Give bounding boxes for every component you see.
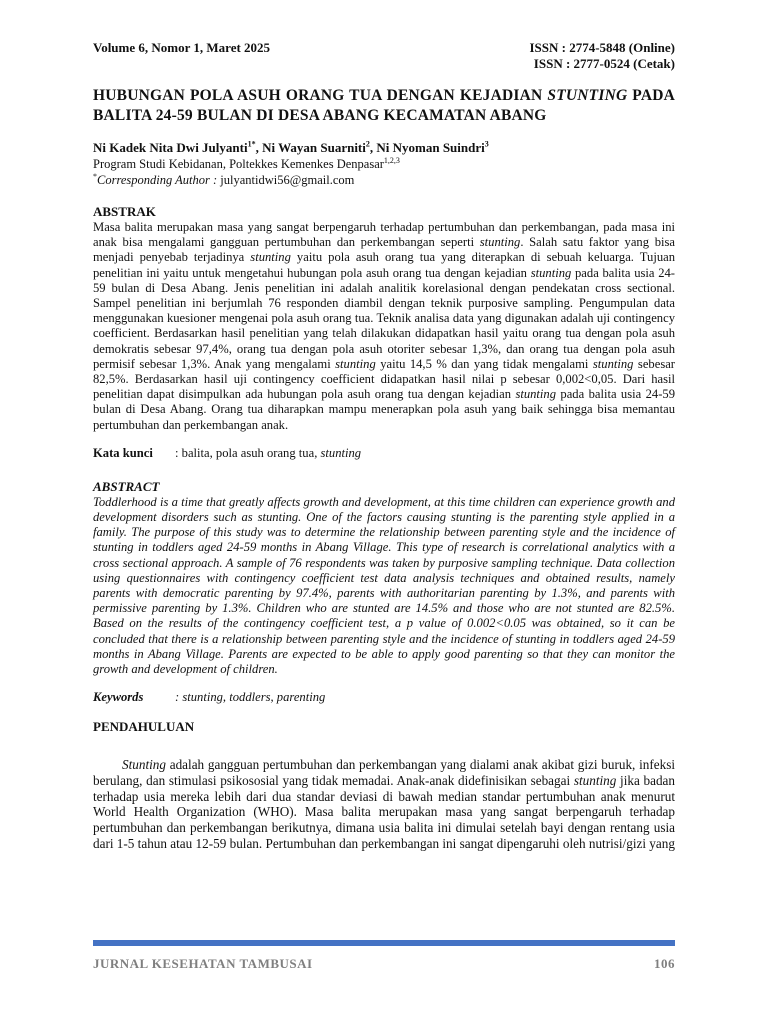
author-3: , Ni Nyoman Suindri bbox=[369, 140, 485, 155]
corresponding-label: Corresponding Author : bbox=[97, 173, 218, 187]
keywords-label: Keywords bbox=[93, 690, 144, 705]
abstrak-heading: ABSTRAK bbox=[93, 204, 156, 219]
pendahuluan-seg: adalah gangguan pertumbuhan dan perkembangan yang dialami anak akibat gizi buruk, infeksi berulang, dan stimulasi psikososial yang tidak memadai. Anak-anak didefinisikan sebagai bbox=[93, 757, 675, 788]
abstrak-em: stunting bbox=[335, 356, 376, 371]
author-1-sup: 1* bbox=[247, 139, 256, 149]
affiliation-sup: 1,2,3 bbox=[383, 155, 400, 165]
page-footer bbox=[93, 956, 675, 972]
abstrak-em: stunting bbox=[530, 265, 572, 280]
corresponding-email[interactable]: julyantidwi56@gmail.com bbox=[217, 173, 355, 187]
author-3-sup: 3 bbox=[484, 139, 489, 149]
kata-kunci bbox=[93, 445, 675, 461]
paper-title bbox=[93, 86, 675, 125]
issn-print: ISSN : 2777-0524 (Cetak) bbox=[533, 56, 675, 71]
abstrak-seg: yaitu pola asuh orang tua yang diterapkan di sebuah keluarga. Tujuan penelitian ini yaitu untuk mengetahui hubungan pola asuh orang tua dengan kejadian bbox=[93, 250, 675, 280]
abstrak-seg: pada balita usia 24-59 bulan di Desa Abang. Orang tua diharapkan mampu menerapkan pola asuh yang baik sehingga bisa memantau pertumbuhan dan perkembangan anak. bbox=[93, 387, 675, 432]
issn-online: ISSN : 2774-5848 (Online) bbox=[529, 40, 675, 55]
abstrak-seg: Masa balita merupakan masa yang sangat berpengaruh terhadap pertumbuhan dan perkembangan, pada masa ini anak bisa mengalami gangguan pertumbuhan dan perkembangan seperti bbox=[93, 220, 675, 250]
author-2: , Ni Wayan Suarniti bbox=[255, 140, 366, 155]
abstrak-em: stunting bbox=[479, 235, 521, 250]
corresponding-author bbox=[93, 172, 675, 188]
abstrak-seg: pada balita usia 24-59 bulan di Desa Abang. Jenis penelitian ini adalah analitik korelasional dengan pendekatan cross sectional. Sampel penelitian ini berjumlah 76 responden diambil dengan teknik purposive sampling. Pengumpulan data menggunakan kuesioner mengenai pola asuh orang tua. Teknik analisa data yang digunakan adalah uji contingency coefficient. Berdasarkan hasil penelitian yang telah dilakukan didapatkan hasil yaitu orang tua dengan pola asuh demokratis sebesar 97,4%, orang tua dengan pola asuh otoriter sebesar 1,3%, dan orang tua dengan pola asuh permisif sebesar 1,3%. Anak yang mengalami bbox=[93, 265, 675, 371]
affiliation bbox=[93, 156, 675, 172]
pendahuluan-seg: jika badan terhadap usia mereka lebih dari dua standar deviasi di bawah median standar pertumbuhan anak menurut World Health Organization (WHO). Masa balita merupakan masa yang sangat berpengaruh terhadap pertumbuhan dan perkembangan berikutnya, dimana usia balita ini dimulai setelah bayi dengan rentang usia dari 1-5 tahun atau 12-59 bulan. Pertumbuhan dan perkembangan ini sangat dipengaruhi oleh nutrisi/gizi yang bbox=[93, 772, 675, 851]
abstrak-body bbox=[93, 220, 675, 433]
pendahuluan-em: Stunting bbox=[122, 757, 166, 773]
issn-info bbox=[529, 40, 675, 72]
kata-kunci-text: : balita, pola asuh orang tua, bbox=[175, 445, 321, 460]
keywords-value: : stunting, toddlers, parenting bbox=[175, 690, 326, 705]
pendahuluan-em: stunting bbox=[573, 772, 617, 788]
abstract-body: Toddlerhood is a time that greatly affects growth and development, at this time children can experience growth and development disorders such as stunting. One of the factors causing stunting is the parenting style applied in a family. The purpose of this study was to determine the relationship between parenting style and the incidence of stunting in toddlers aged 24-59 months in Abang Village. This type of research is correlational analytics with a cross sectional approach. A sample of 76 respondents was taken by purposive sampling technique. Data collection using questionnaires with contingency coefficient test data analysis techniques and obtained results, namely parents with democratic parenting by 97.4%, parents with authoritarian parenting by 1.3%, and parents with permissive parenting by 1.3%. Children who are stunted are 14.5% and those who are not stunted are 82.5%. Based on the results of the contingency coefficient test, a p value of 0.002<0.05 was obtained, so it can be concluded that there is a relationship between parenting style and the incidence of stunting in toddlers aged 24-59 months in Abang Village. Parents are expected to be able to apply good parenting so that they can monitor the growth and development of children. bbox=[93, 494, 675, 677]
abstrak-seg: . Salah satu faktor yang bisa menjadi penyebab terjadinya bbox=[93, 235, 675, 265]
pendahuluan-heading: PENDAHULUAN bbox=[93, 719, 195, 735]
journal-name: JURNAL KESEHATAN TAMBUSAI bbox=[93, 956, 313, 971]
journal-page bbox=[93, 40, 675, 852]
page-header bbox=[93, 40, 675, 72]
author-2-sup: 2 bbox=[365, 139, 370, 149]
abstrak-seg: yaitu 14,5 % dan yang tidak mengalami bbox=[375, 356, 593, 371]
abstrak-em: stunting bbox=[592, 356, 634, 371]
kata-kunci-label: Kata kunci bbox=[93, 445, 153, 460]
kata-kunci-em: stunting bbox=[320, 445, 362, 460]
corresponding-star: * bbox=[93, 171, 97, 181]
abstrak-em: stunting bbox=[515, 387, 557, 402]
footer-rule bbox=[93, 940, 675, 946]
abstract-heading: ABSTRACT bbox=[93, 478, 160, 494]
title-part-3: PADA BALITA 24-59 BULAN DI DESA ABANG KECAMATAN ABANG bbox=[93, 87, 675, 124]
abstrak-seg: sebesar 82,5%. Berdasarkan hasil uji contingency coefficient didapatkan hasil nilai p sebesar 0,002<0,05. Dari hasil penelitian dapat disimpulkan ada hubungan pola asuh orang tua dengan kejadian bbox=[93, 356, 675, 402]
title-part-1: HUBUNGAN POLA ASUH ORANG TUA DENGAN KEJADIAN bbox=[93, 87, 543, 104]
abstrak-em: stunting bbox=[250, 250, 291, 265]
affiliation-text: Program Studi Kebidanan, Poltekkes Kemenkes Denpasar bbox=[93, 157, 384, 171]
pendahuluan-body bbox=[93, 757, 675, 851]
author-list bbox=[93, 140, 675, 156]
page-number: 106 bbox=[654, 956, 675, 971]
keywords bbox=[93, 689, 675, 705]
kata-kunci-value bbox=[175, 445, 361, 461]
title-part-2: STUNTING bbox=[547, 87, 628, 104]
volume-info: Volume 6, Nomor 1, Maret 2025 bbox=[93, 40, 271, 55]
author-1: Ni Kadek Nita Dwi Julyanti bbox=[93, 140, 248, 155]
